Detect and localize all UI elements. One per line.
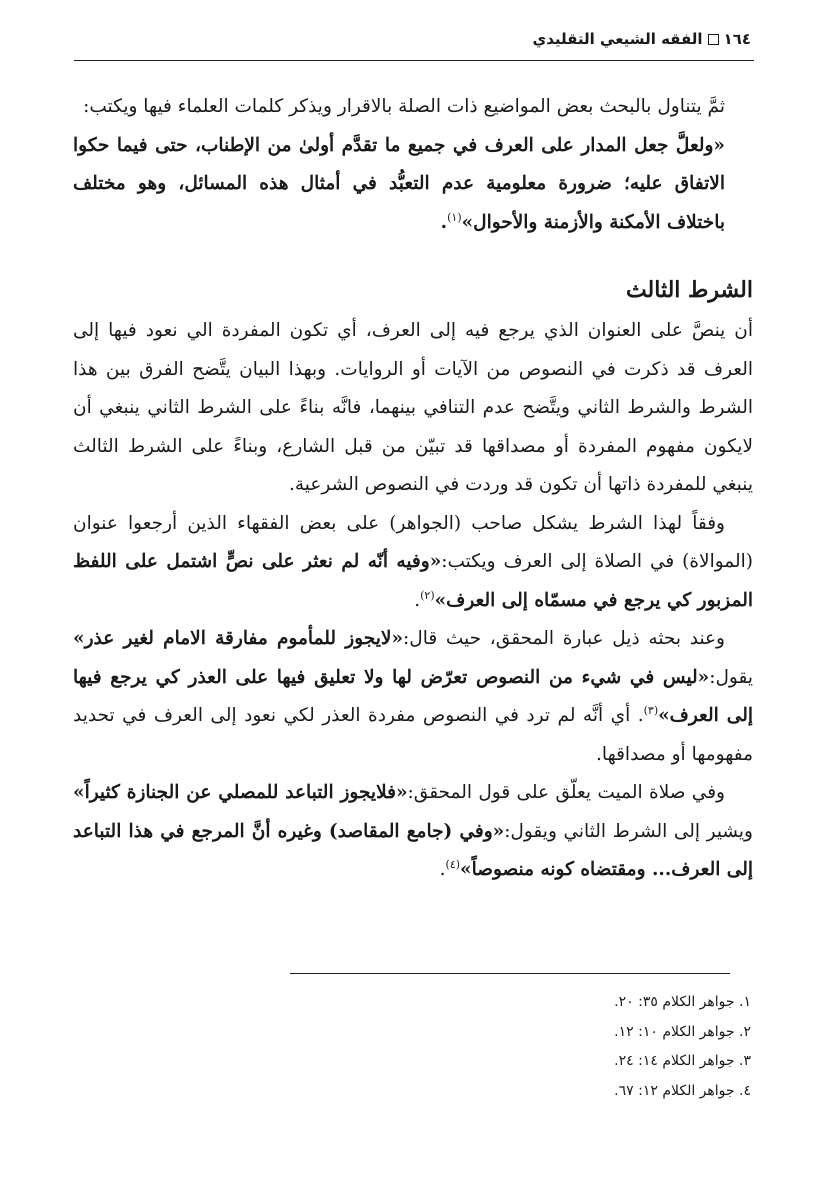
header-rule xyxy=(74,60,754,61)
section-title: الشرط الثالث xyxy=(625,277,753,303)
intro-quote-text: «ولعلَّ جعل المدار على العرف في جميع ما تقدَّم أولىٰ من الإطناب، حتى فيما حكوا الاتفاق عليه؛ ضرورة معلومية عدم التعبُّد في أمثال هذه المسائل، وهو مختلف باختلاف الأمكنة والأزمنة والأحوال» xyxy=(73,134,725,233)
paragraph-4-mid: ويشير إلى الشرط الثاني ويقول: xyxy=(504,820,753,842)
footnote-ref-2[interactable]: (٢) xyxy=(420,588,435,602)
footnote-ref-1[interactable]: (١) xyxy=(447,210,462,224)
paragraph-3-tail: أي أنَّه لم ترد في النصوص مفردة العذر لكي نعود إلى العرف في تحديد مفهومها أو مصداقها. xyxy=(73,705,753,765)
footnote-1: ١. جواهر الكلام ٣٥: ٢٠. xyxy=(614,994,751,1010)
footnotes xyxy=(291,988,751,1106)
paragraph-3-lead: وعند بحثه ذيل عبارة المحقق، حيث قال: xyxy=(403,628,725,649)
footnote-ref-4[interactable]: (٤) xyxy=(445,857,461,871)
paragraph-3-quote-2: «ليس في شيء من النصوص تعرّض لها ولا تعليق فيها على العذر كي يرجع فيها إلى العرف» xyxy=(73,666,753,726)
paragraph-3: وعند بحثه ذيل عبارة المحقق، حيث قال:«لايجوز للمأموم مفارقة الامام لغير عذر» يقول:«ليس في شيء من النصوص تعرّض لها ولا تعليق فيها على العذر كي يرجع فيها إلى العرف»$^{(٣)}$. أي أنَّه لم ترد في النصوص مفردة العذر لكي نعود إلى العرف في تحديد مفهومها أو مصداقها. xyxy=(73,628,753,765)
intro-lead: ثمَّ يتناول بالبحث بعض المواضيع ذات الصلة بالاقرار ويذكر كلمات العلماء فيها ويكتب: xyxy=(83,96,725,117)
paragraph-4-quote-1: «فلايجوز التباعد للمصلي عن الجنازة كثيراً» xyxy=(73,782,408,803)
paragraph-1-text: أن ينصَّ على العنوان الذي يرجع فيه إلى العرف، أي تكون المفردة الي نعود فيها إلى العرف قد ذكرت في النصوص من الآيات أو الروايات. وبهذا البيان يتَّضح الفرق بين هذا الشرط والشرط الثاني ويتَّضح عدم التنافي بينهما، فانَّه بناءً على الشرط الثاني ينبغي أن لايكون مفهوم المفردة أو مصداقها قد تبيّن من قبل الشارع، وبناءً على الشرط الثالث ينبغي للمفردة ذاتها أن تكون قد وردت في النصوص الشرعية. xyxy=(73,320,753,495)
paragraph-2-quote: «وفيه أنّه لم نعثر على نصٍّ اشتمل على اللفظ المزبور كي يرجع في مسمّاه إلى العرف» xyxy=(73,551,753,611)
footnote-rule xyxy=(290,973,730,974)
paragraph-2: وفقاً لهذا الشرط يشكل صاحب (الجواهر) على بعض الفقهاء الذين أرجعوا عنوان (الموالاة) في الصلاة إلى العرف ويكتب:«وفيه أنّه لم نعثر على نصٍّ اشتمل على اللفظ المزبور كي يرجع في مسمّاه إلى العرف»$^{(٢)}$. xyxy=(73,512,753,611)
intro-quote: «ولعلَّ جعل المدار على العرف في جميع ما تقدَّم أولىٰ من الإطناب، حتى فيما حكوا الاتفاق عليه؛ ضرورة معلومية عدم التعبُّد في أمثال هذه المسائل، وهو مختلف باختلاف الأمكنة والأزمنة والأحوال»$^{(١)}$. xyxy=(73,134,725,233)
footnote-3: ٣. جواهر الكلام ١٤: ٢٤. xyxy=(614,1053,751,1069)
running-header xyxy=(532,30,751,48)
main-text xyxy=(73,88,753,890)
book-title: الفقه الشيعي التقليدي xyxy=(532,30,703,48)
footnote-2: ٢. جواهر الكلام ١٠: ١٢. xyxy=(614,1023,751,1040)
paragraph-3-mid: يقول: xyxy=(709,666,753,688)
paragraph-4-lead: وفي صلاة الميت يعلّق على قول المحقق: xyxy=(407,782,725,803)
paragraph-3-quote-1: «لايجوز للمأموم مفارقة الامام لغير عذر» xyxy=(73,628,404,649)
paragraph-4: وفي صلاة الميت يعلّق على قول المحقق:«فلايجوز التباعد للمصلي عن الجنازة كثيراً» ويشير إلى الشرط الثاني ويقول:«وفي (جامع المقاصد) وغيره أنَّ المرجع في هذا التباعد إلى العرف... ومقتضاه كونه منصوصاً»$^{(٤)}$. xyxy=(73,782,753,880)
page-number: ١٦٤ xyxy=(723,30,751,48)
paragraph-1 xyxy=(73,312,753,505)
intro-paragraph xyxy=(73,88,753,127)
footnote-4: ٤. جواهر الكلام ١٢: ٦٧. xyxy=(614,1082,751,1099)
paragraph-2-lead: وفقاً لهذا الشرط يشكل صاحب (الجواهر) على بعض الفقهاء الذين أرجعوا عنوان (الموالاة) في الصلاة إلى العرف ويكتب: xyxy=(73,512,753,572)
footnote-ref-3[interactable]: (٣) xyxy=(643,703,659,717)
paragraph-4-quote-2: «وفي (جامع المقاصد) وغيره أنَّ المرجع في هذا التباعد إلى العرف... ومقتضاه كونه منصوصاً» xyxy=(73,820,753,880)
square-separator-icon xyxy=(708,34,719,45)
